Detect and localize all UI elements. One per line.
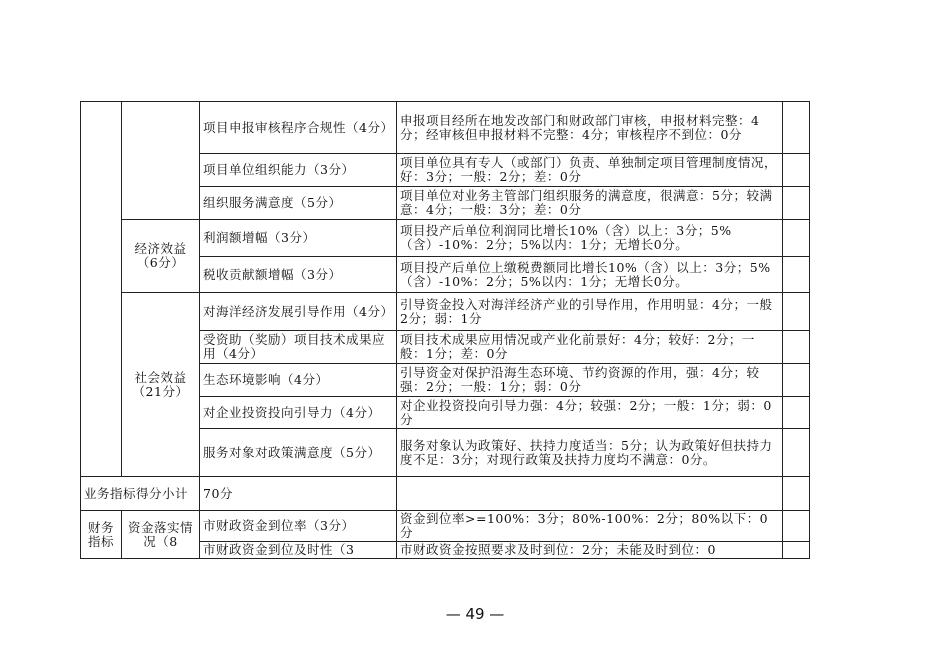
indicator-cell: 利润额增幅（3分） <box>200 220 397 257</box>
subtotal-value: 70分 <box>200 477 397 511</box>
criteria-cell: 申报项目经所在地发改部门和财政部门审核，申报材料完整：4分；经审核但申报材料不完整：4分；审核程序不到位：0分 <box>397 102 783 154</box>
group-economic: 经济效益（6分） <box>122 220 200 293</box>
score-cell <box>783 293 810 331</box>
score-cell <box>783 257 810 293</box>
group-social: 社会效益（21分） <box>122 293 200 477</box>
score-cell <box>783 542 810 559</box>
indicator-cell: 受资助（奖励）项目技术成果应用（4分） <box>200 331 397 364</box>
indicator-cell: 项目申报审核程序合规性（4分） <box>200 102 397 154</box>
evaluation-table <box>80 101 810 559</box>
criteria-cell: 引导资金对保护沿海生态环境、节约资源的作用，强：4分；较强：2分；一般：1分；弱：0分 <box>397 364 783 397</box>
score-cell <box>783 511 810 542</box>
subtotal-label: 业务指标得分小计 <box>81 477 200 511</box>
indicator-cell: 服务对象对政策满意度（5分） <box>200 429 397 477</box>
score-cell <box>783 331 810 364</box>
page-number: — 49 — <box>445 605 505 623</box>
criteria-cell: 引导资金投入对海洋经济产业的引导作用，作用明显：4分；一般2分；弱：1分 <box>397 293 783 331</box>
indicator-cell: 对企业投资投向引导力（4分） <box>200 397 397 429</box>
score-cell <box>783 397 810 429</box>
score-cell <box>783 429 810 477</box>
indicator-cell: 市财政资金到位及时性（3 <box>200 542 397 559</box>
criteria-cell: 项目技术成果应用情况或产业化前景好：4分；较好：2分；一般：1分；差：0分 <box>397 331 783 364</box>
criteria-cell: 对企业投资投向引导力强：4分；较强：2分；一般：1分；弱：0分 <box>397 397 783 429</box>
category-cell-empty <box>81 102 122 477</box>
table-row <box>81 102 810 154</box>
indicator-cell: 组织服务满意度（5分） <box>200 187 397 220</box>
finance-subcategory: 资金落实情况（8 <box>122 511 200 559</box>
indicator-cell: 生态环境影响（4分） <box>200 364 397 397</box>
subcategory-cell-empty <box>122 102 200 220</box>
score-cell <box>783 477 810 511</box>
indicator-cell: 市财政资金到位率（3分） <box>200 511 397 542</box>
criteria-cell: 资金到位率>=100%：3分；80%-100%：2分；80%以下：0分 <box>397 511 783 542</box>
criteria-cell: 项目单位对业务主管部门组织服务的满意度，很满意：5分；较满意：4分；一般：3分；差：0分 <box>397 187 783 220</box>
indicator-cell: 项目单位组织能力（3分） <box>200 154 397 187</box>
table-row <box>81 511 810 542</box>
score-cell <box>783 102 810 154</box>
score-cell <box>783 364 810 397</box>
indicator-cell: 对海洋经济发展引导作用（4分） <box>200 293 397 331</box>
criteria-cell: 项目投产后单位上缴税费额同比增长10%（含）以上：3分；5%（含）-10%：2分；5%以内：1分；无增长0分。 <box>397 257 783 293</box>
criteria-cell: 市财政资金按照要求及时到位：2分；未能及时到位：0 <box>397 542 783 559</box>
finance-category: 财务指标 <box>81 511 122 559</box>
criteria-cell: 项目单位具有专人（或部门）负责、单独制定项目管理制度情况，好：3分；一般：2分；差：0分 <box>397 154 783 187</box>
subtotal-criteria-empty <box>397 477 783 511</box>
score-cell <box>783 154 810 187</box>
criteria-cell: 项目投产后单位利润同比增长10%（含）以上：3分；5%（含）-10%：2分；5%以内：1分；无增长0分。 <box>397 220 783 257</box>
indicator-cell: 税收贡献额增幅（3分） <box>200 257 397 293</box>
table-row <box>81 293 810 331</box>
subtotal-row <box>81 477 810 511</box>
score-cell <box>783 220 810 257</box>
table-row <box>81 220 810 257</box>
criteria-cell: 服务对象认为政策好、扶持力度适当：5分；认为政策好但扶持力度不足：3分；对现行政策及扶持力度均不满意：0分。 <box>397 429 783 477</box>
score-cell <box>783 187 810 220</box>
